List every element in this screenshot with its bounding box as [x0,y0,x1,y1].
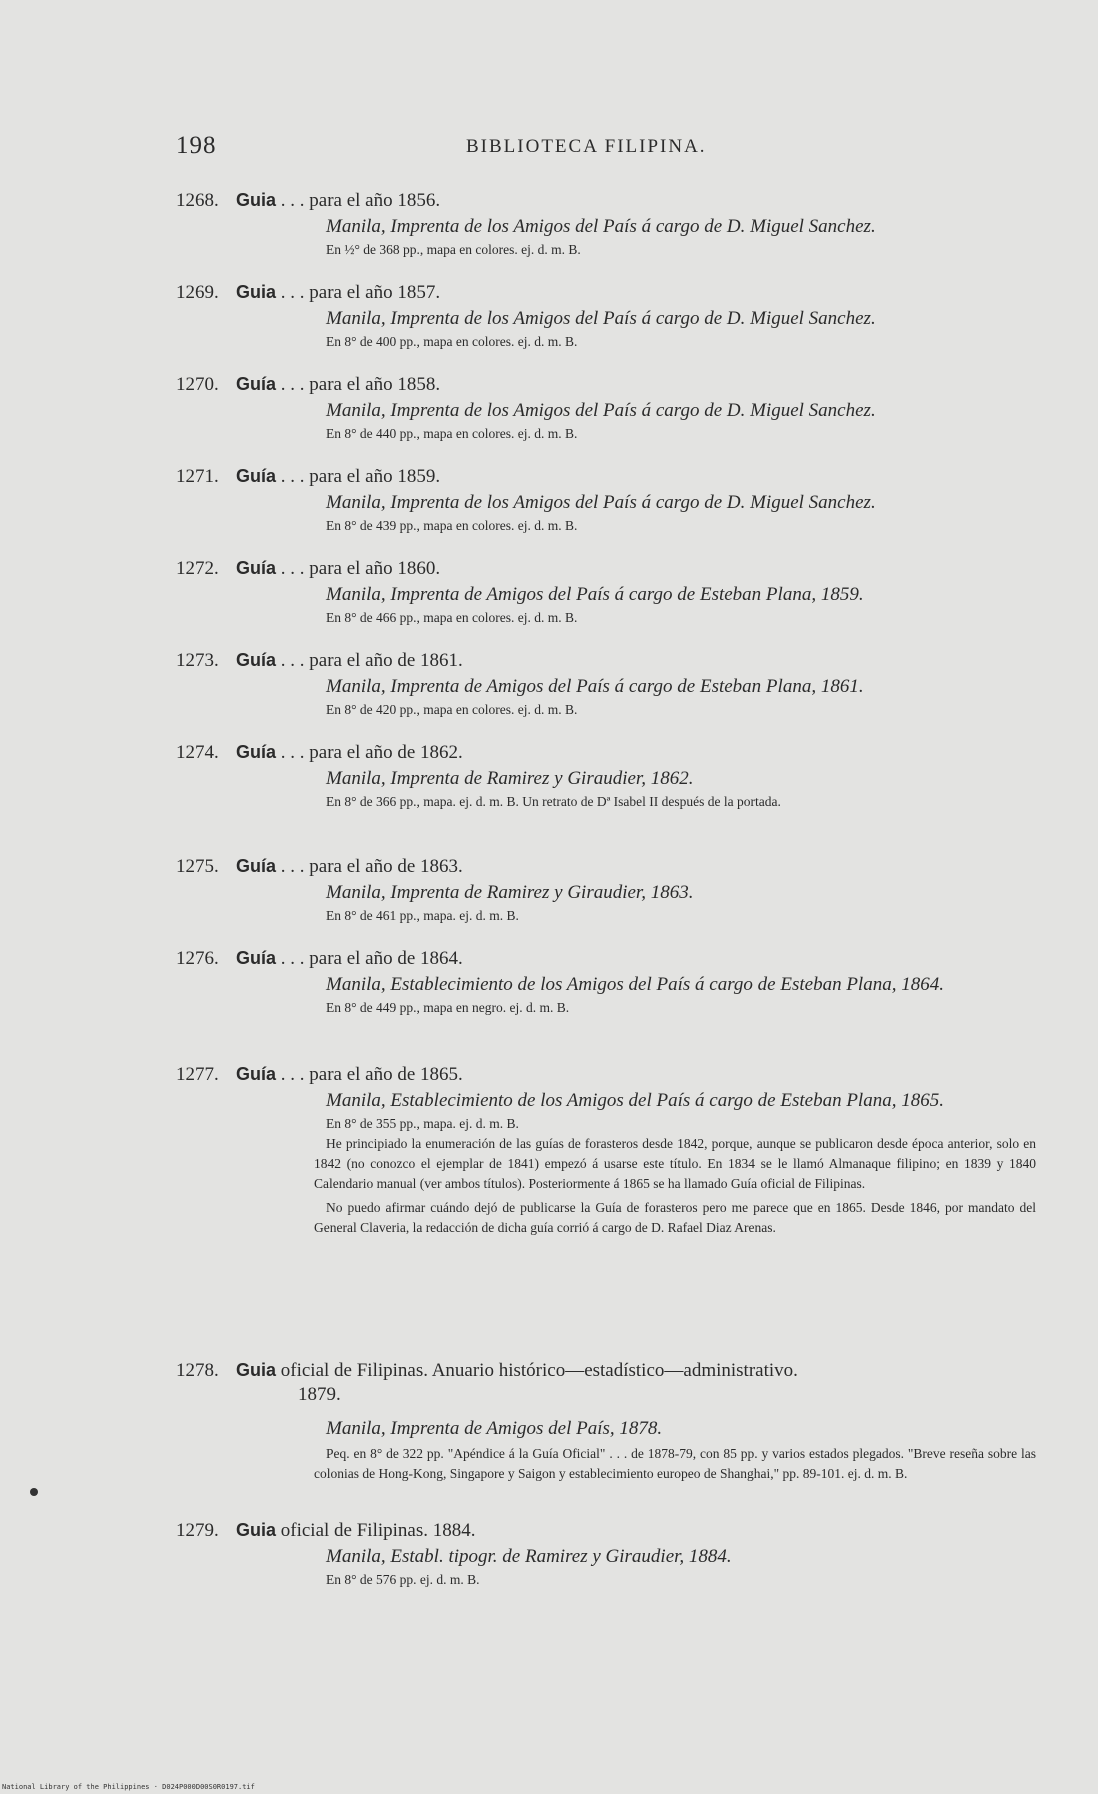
entry-imprint: Manila, Imprenta de Amigos del País á cargo de Esteban Plana, 1861. [326,676,864,697]
entry-1279 [176,1518,1036,1590]
page-header [176,132,1036,172]
entry-number: 1269. [176,282,219,303]
entry-imprint: Manila, Establecimiento de los Amigos del País á cargo de Esteban Plana, 1864. [326,974,944,995]
entry-1271 [176,464,1036,536]
entry-imprint: Manila, Imprenta de los Amigos del País á cargo de D. Miguel Sanchez. [326,308,876,329]
entry-head [176,854,1036,879]
entry-number: 1272. [176,558,219,579]
entry-1273 [176,648,1036,720]
entry-number: 1271. [176,466,219,487]
entry-number: 1276. [176,948,219,969]
entry-description: En 8° de 366 pp., mapa. ej. d. m. B. Un retrato de Dª Isabel II después de la portada. [326,794,781,809]
entry-imprint: Manila, Imprenta de Ramirez y Giraudier, 1862. [326,768,694,789]
entry-title: . . . para el año 1859. [276,466,441,487]
entry-title: . . . para el año 1857. [276,282,441,303]
entry-keyword: Guía [236,466,277,486]
entry-keyword: Guía [236,856,277,876]
entry-keyword: Guía [236,558,277,578]
entry-keyword: Guía [236,742,277,762]
entry-head [176,946,1036,971]
entry-head [176,1518,1036,1543]
entry-head [176,1358,1036,1383]
page-number: 198 [176,132,217,159]
entry-description: Peq. en 8° de 322 pp. "Apéndice á la Guía Oficial" . . . de 1878-79, con 85 pp. y varios estados plegados. "Breve reseña sobre las colonias de Hong-Kong, Singapore y Saigon y establecimiento europeo de Shanghai," pp. 89-101. ej. d. m. B. [314,1446,1036,1481]
entry-1270 [176,372,1036,444]
entry-head [176,648,1036,673]
entry-description: En 8° de 449 pp., mapa en negro. ej. d. m. B. [326,1000,570,1015]
entry-1269 [176,280,1036,352]
entry-1276 [176,946,1036,1018]
running-title: BIBLIOTECA FILIPINA. [466,136,707,157]
entry-description: En 8° de 576 pp. ej. d. m. B. [326,1572,480,1587]
entry-description: En 8° de 400 pp., mapa en colores. ej. d. m. B. [326,334,578,349]
entry-head [176,556,1036,581]
entry-imprint: Manila, Imprenta de Amigos del País, 1878. [326,1418,663,1439]
entry-title: . . . para el año de 1862. [276,742,463,763]
margin-dot [30,1488,38,1496]
entry-head [176,464,1036,489]
entry-keyword: Guia [236,1360,277,1380]
entry-title: oficial de Filipinas. Anuario histórico—estadístico—administrativo. [276,1360,798,1381]
entry-title: . . . para el año 1856. [276,190,441,211]
entry-note: No puedo afirmar cuándo dejó de publicarse la Guía de forasteros pero me parece que en 1865. Desde 1846, por mandato del General Claveria, la redacción de dicha guía corrió á cargo de D. Rafael Diaz Arenas. [314,1200,1036,1235]
entry-head [176,740,1036,765]
entry-1268 [176,188,1036,260]
entry-keyword: Guia [236,1520,277,1540]
entry-imprint: Manila, Imprenta de Ramirez y Giraudier, 1863. [326,882,694,903]
entry-number: 1277. [176,1064,219,1085]
entry-description: En 8° de 355 pp., mapa. ej. d. m. B. [326,1116,519,1131]
entry-imprint: Manila, Imprenta de Amigos del País á cargo de Esteban Plana, 1859. [326,584,864,605]
entry-imprint: Manila, Establ. tipogr. de Ramirez y Giraudier, 1884. [326,1546,732,1567]
entry-keyword: Guia [236,282,277,302]
entry-1274 [176,740,1036,812]
entry-imprint: Manila, Imprenta de los Amigos del País á cargo de D. Miguel Sanchez. [326,400,876,421]
entry-keyword: Guía [236,948,277,968]
entry-1275 [176,854,1036,926]
entry-title: . . . para el año 1858. [276,374,441,395]
entry-description: En 8° de 440 pp., mapa en colores. ej. d. m. B. [326,426,578,441]
entry-head [176,188,1036,213]
entry-number: 1275. [176,856,219,877]
entry-note: He principiado la enumeración de las guías de forasteros desde 1842, porque, aunque se publicaron desde época anterior, solo en 1842 (no conozco el ejemplar de 1841) empezó á usarse este título. En 1834 se le llamó Almanaque filipino; en 1839 y 1840 Calendario manual (ver ambos títulos). Posteriormente á 1865 se ha llamado Guía oficial de Filipinas. [314,1136,1036,1191]
entry-keyword: Guía [236,1064,277,1084]
entry-keyword: Guia [236,190,277,210]
entry-1278 [176,1358,1036,1484]
entry-number: 1274. [176,742,219,763]
entry-1272 [176,556,1036,628]
entry-1277 [176,1062,1036,1238]
entry-title: . . . para el año de 1864. [276,948,463,969]
entry-title: . . . para el año de 1861. [276,650,463,671]
entry-title: . . . para el año 1860. [276,558,441,579]
entry-number: 1278. [176,1360,219,1381]
scan-footer: National Library of the Philippines · D024P000D00S0R0197.tif [2,1783,255,1791]
entry-number: 1279. [176,1520,219,1541]
entry-imprint: Manila, Imprenta de los Amigos del País á cargo de D. Miguel Sanchez. [326,492,876,513]
entry-description: En ½° de 368 pp., mapa en colores. ej. d. m. B. [326,242,581,257]
entry-head [176,372,1036,397]
entry-description: En 8° de 461 pp., mapa. ej. d. m. B. [326,908,519,923]
entry-number: 1268. [176,190,219,211]
entry-description: En 8° de 439 pp., mapa en colores. ej. d. m. B. [326,518,578,533]
entry-description: En 8° de 466 pp., mapa en colores. ej. d. m. B. [326,610,578,625]
entry-head [176,280,1036,305]
entry-number: 1270. [176,374,219,395]
entry-title: oficial de Filipinas. 1884. [276,1520,476,1541]
entry-keyword: Guía [236,650,277,670]
entry-title: . . . para el año de 1863. [276,856,463,877]
entry-imprint: Manila, Establecimiento de los Amigos del País á cargo de Esteban Plana, 1865. [326,1090,944,1111]
entry-head [176,1062,1036,1087]
entry-keyword: Guía [236,374,277,394]
entry-number: 1273. [176,650,219,671]
entry-description: En 8° de 420 pp., mapa en colores. ej. d. m. B. [326,702,578,717]
entry-title: . . . para el año de 1865. [276,1064,463,1085]
entry-imprint: Manila, Imprenta de los Amigos del País á cargo de D. Miguel Sanchez. [326,216,876,237]
entry-title-continued: 1879. [298,1384,341,1405]
